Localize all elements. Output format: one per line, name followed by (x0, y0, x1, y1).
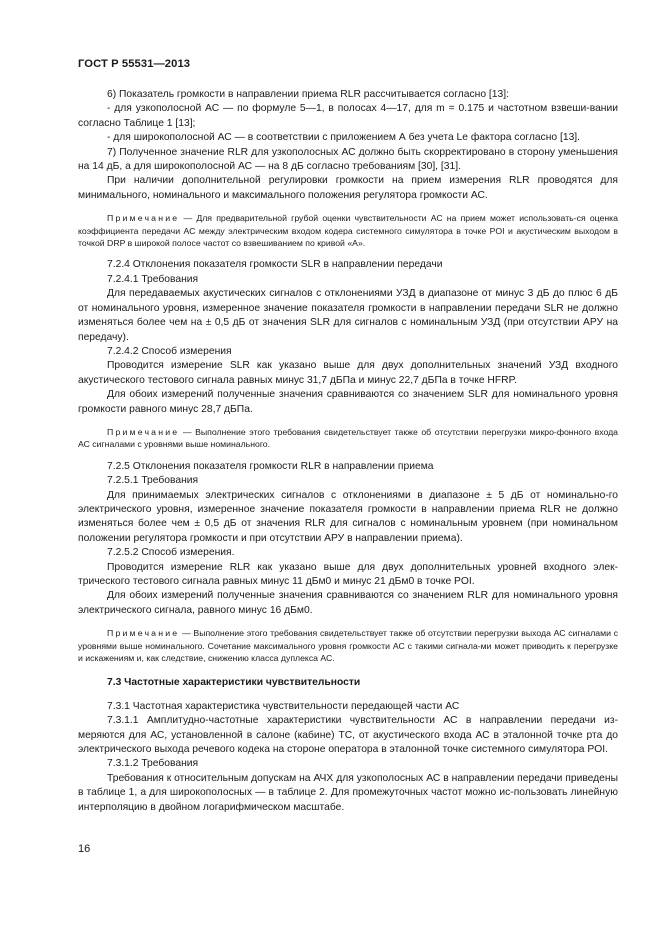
subsection-heading: 7.2.5.2 Способ измерения. (107, 547, 235, 559)
document-body (78, 88, 618, 815)
note-text: — Выполнение этого требования свидетельствует также об отсутствии перегрузки выхода АС сигналами с уровнями выше номинального. Сочетание максимального уровня громкости АС с такими сигнала-ми может приводить к перегрузке и искажениям и, как следствие, снижению класса дуплекса АС. (78, 628, 618, 664)
paragraph: - для узкополосной АС — по формуле 5—1, в полосах 4—17, для m = 0.175 и частотном взвеши-вании согласно Таблице 1 [13]; (78, 103, 618, 129)
section-heading: 7.2.5 Отклонения показателя громкости RLR в направлении приема (107, 460, 434, 472)
section-heading: 7.3.1 Частотная характеристика чувствительности передающей части АС (107, 700, 460, 712)
note (78, 627, 618, 664)
note-label: Примечание (107, 628, 180, 639)
subsection-heading: 7.2.4.2 Способ измерения (107, 345, 232, 357)
subsection-heading: 7.2.4.1 Требования (107, 273, 199, 285)
note (78, 426, 618, 451)
subsection-heading: 7.3.1.2 Требования (107, 758, 199, 770)
page-number: 16 (78, 843, 91, 855)
paragraph: 6) Показатель громкости в направлении приема RLR рассчитывается согласно [13]: (107, 89, 509, 100)
note-text: — Для предварительной грубой оценки чувствительности АС на прием может использовать-ся оценка коэффициента передачи АС между электрическим входом кодера системного симулятора в точке POI и акустическим выходом в точкой DRP в широкой полосе частот со взвешиванием по кривой «А». (78, 213, 618, 249)
paragraph: Проводится измерение RLR как указано выше для двух дополнительных уровней входного элек-трического тестового сигнала равных минус 11 дБм0 и минус 21 дБм0 в точке POI. (78, 561, 618, 587)
paragraph: Для обоих измерений полученные значения сравниваются со значением RLR для номинального уровня электрического сигнала, равного минус 16 дБм0. (78, 590, 618, 616)
note (78, 212, 618, 249)
paragraph: 7.3.1.1 Амплитудно-частотные характеристики чувствительности АС в направлении передачи из-меряются для АС, установленной в салоне (кабине) ТС, от акустического входа АС в эталонной точке рта до электрического выхода речевого кодека на стороне оператора в эталонной точке системного симулятора POI. (78, 715, 618, 756)
paragraph: Для обоих измерений полученные значения сравниваются со значением SLR для номинального уровня громкости равного минус 28,7 дБПа. (78, 389, 618, 415)
paragraph: При наличии дополнительной регулировки громкости на прием измерения RLR проводятся для минимального, номинального и максимального положения регулятора громкости АС. (78, 175, 618, 201)
paragraph: Требования к относительным допускам на АЧХ для узкополосных АС в направлении передачи приведены в таблице 1, а для широкополосных — в таблице 2. Для промежуточных частот можно ис-пользовать линейную интерполяцию в двойном логарифмическом масштабе. (78, 772, 618, 813)
paragraph: Для передаваемых акустических сигналов с отклонениями УЗД в диапазоне от минус 3 дБ до плюс 6 дБ от номинального уровня, измеренное значение показателя громкости в направлении передачи SLR не должно изменяться более чем на ± 0,5 дБ от значения SLR для сигналов с номинальным УЗД (при отсутствии АРУ на передачу). (78, 288, 618, 343)
note-label: Примечание (107, 426, 180, 437)
subsection-heading: 7.2.5.1 Требования (107, 475, 199, 487)
paragraph: Для принимаемых электрических сигналов с отклонениями в диапазоне ± 5 дБ от номинально-го электрического уровня, измеренное значение показателя громкости в направлении приема RLR не должно изменяться более чем ± 0,5 дБ от значения RLR для сигналов с номинальным уровнем (при номинальном положении регулятора громкости и при отсутствии АРУ в направлении приема). (78, 489, 618, 544)
note-text: — Выполнение этого требования свидетельствует также об отсутствии перегрузки микро-фонного входа АС сигналами с уровнями выше номинального. (78, 426, 618, 450)
note-label: Примечание (107, 213, 180, 224)
section-heading: 7.2.4 Отклонения показателя громкости SLR в направлении передачи (107, 259, 443, 271)
paragraph: 7) Полученное значение RLR для узкополосных АС должно быть скорректировано в сторону уменьшения на 14 дБ, а для широкополосной АС — на 8 дБ согласно требованиям [30], [31]. (78, 146, 618, 173)
paragraph: - для широкополосной АС — в соответствии с приложением А без учета Le фактора согласно [13]. (107, 132, 581, 144)
chapter-heading: 7.3 Частотные характеристики чувствительности (107, 677, 361, 689)
paragraph: Проводится измерение SLR как указано выше для двух дополнительных значений УЗД входного акустического тестового сигнала равных минус 31,7 дБПа и минус 22,7 дБПа в точке HFRP. (78, 360, 618, 386)
document-header: ГОСТ Р 55531—2013 (78, 58, 191, 70)
